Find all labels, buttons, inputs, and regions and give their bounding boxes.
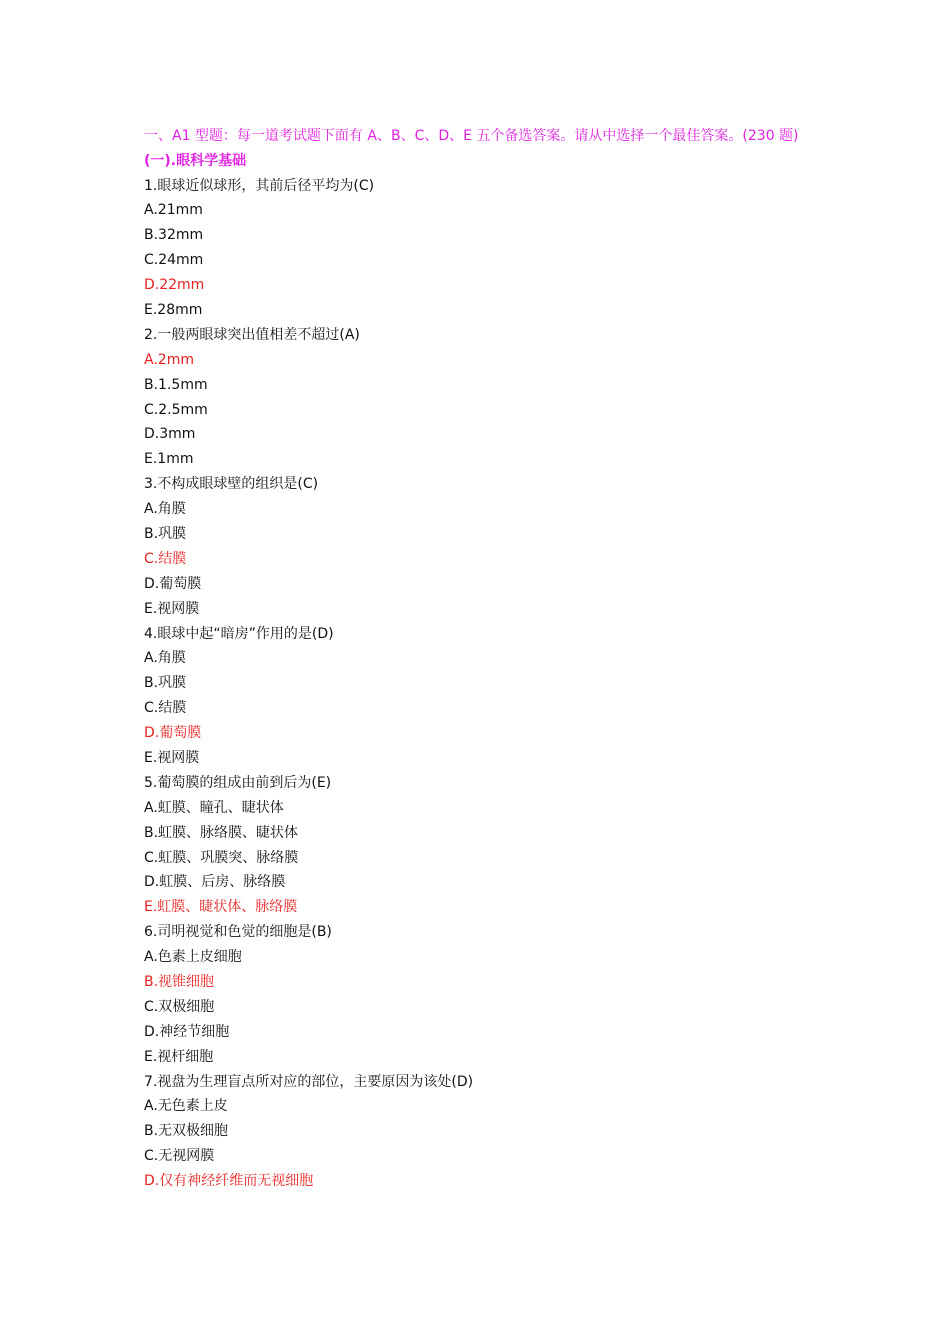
option: E.视网膜 [144, 749, 200, 766]
question-stem: 7.视盘为生理盲点所对应的部位，主要原因为该处(D) [144, 1073, 474, 1090]
intro-heading: 一、A1 型题：每一道考试题下面有 A、B、C、D、E 五个备选答案。请从中选择一个最佳答案。(230 题) [144, 128, 799, 144]
option: B.巩膜 [144, 525, 187, 542]
option: C.结膜 [144, 700, 187, 717]
option: D.神经节细胞 [144, 1023, 230, 1040]
option: E.1mm [144, 451, 194, 468]
question-stem: 3.不构成眼球壁的组织是(C) [144, 476, 319, 493]
option: A.21mm [144, 202, 203, 219]
option: C.双极细胞 [144, 998, 215, 1015]
option: B.无双极细胞 [144, 1123, 229, 1140]
question-stem: 6.司明视觉和色觉的细胞是(B) [144, 924, 332, 941]
option: D.虹膜、后房、脉络膜 [144, 874, 286, 891]
question-stem: 1.眼球近似球形，其前后径平均为(C) [144, 177, 375, 194]
section-title: (一).眼科学基础 [144, 152, 247, 169]
question-stem: 5.葡萄膜的组成由前到后为(E) [144, 774, 332, 791]
option: A.无色素上皮 [144, 1098, 228, 1115]
option: D.葡萄膜 [144, 575, 202, 592]
option: A.色素上皮细胞 [144, 949, 242, 966]
question-list [144, 174, 824, 1195]
answer-option: D.葡萄膜 [144, 725, 202, 742]
option: E.28mm [144, 301, 203, 318]
question-stem: 4.眼球中起“暗房”作用的是(D) [144, 625, 334, 642]
answer-option: B.视锥细胞 [144, 974, 215, 990]
option: A.角膜 [144, 501, 186, 518]
option: A.虹膜、瞳孔、睫状体 [144, 799, 284, 816]
option: C.2.5mm [144, 401, 208, 418]
option: C.无视网膜 [144, 1148, 215, 1165]
option: B.虹膜、脉络膜、睫状体 [144, 824, 299, 841]
document-page [144, 124, 824, 1194]
answer-option: D.22mm [144, 277, 205, 294]
answer-option: A.2mm [144, 351, 194, 368]
option: E.视杆细胞 [144, 1048, 214, 1065]
option: B.1.5mm [144, 376, 208, 393]
option: E.视网膜 [144, 600, 200, 617]
option: B.巩膜 [144, 675, 187, 692]
option: C.虹膜、巩膜突、脉络膜 [144, 849, 299, 866]
option: D.3mm [144, 426, 196, 443]
option: A.角膜 [144, 650, 186, 667]
answer-option: C.结膜 [144, 550, 187, 567]
option: C.24mm [144, 252, 204, 269]
answer-option: E.虹膜、睫状体、脉络膜 [144, 899, 298, 916]
answer-option: D.仅有神经纤维而无视细胞 [144, 1173, 314, 1190]
option: B.32mm [144, 227, 204, 244]
question-stem: 2.一般两眼球突出值相差不超过(A) [144, 326, 360, 343]
